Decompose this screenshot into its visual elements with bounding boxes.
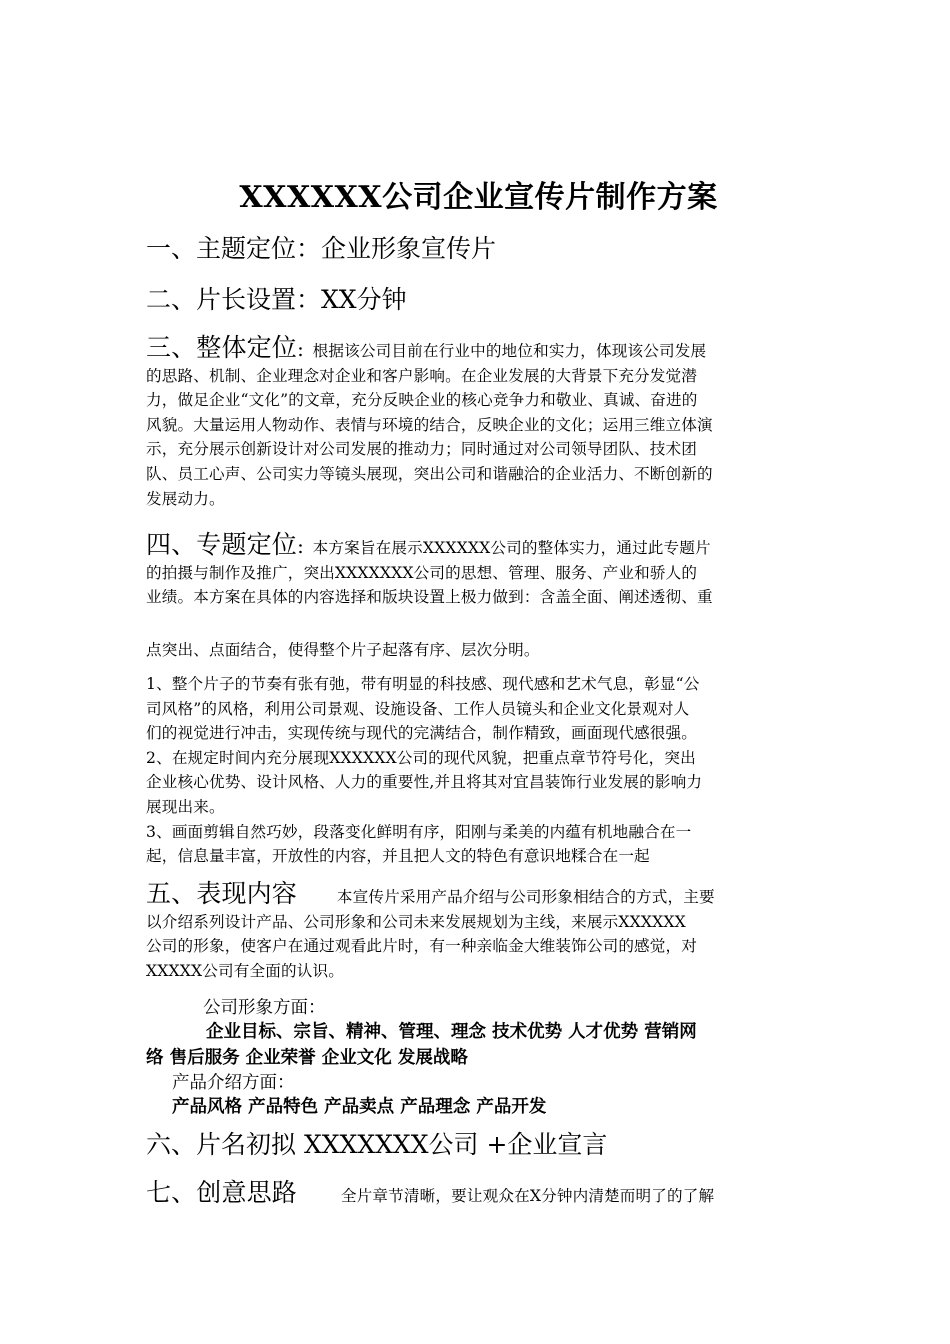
section-3-text: 队、员工心声、公司实力等镜头展现，突出公司和谐融洽的企业活力、不断创新的	[146, 464, 713, 483]
section-6-title-draft: 六、片名初拟 XXXXXXX公司 +企业宣言	[146, 1130, 608, 1159]
document-title: XXXXXX公司企业宣传片制作方案	[239, 180, 718, 215]
section-3-text: 示，充分展示创新设计对公司发展的推动力；同时通过对公司领导团队、技术团	[146, 440, 698, 459]
point-2-text: 2、在规定时间内充分展现XXXXXX公司的现代风貌，把重点章节符号化，突出	[146, 748, 696, 767]
point-2-text: 展现出来。	[146, 797, 225, 816]
section-3-heading: 三、整体定位	[146, 333, 297, 362]
section-4-text-continued	[146, 638, 811, 663]
section-3-text: 的思路、机制、企业理念对企业和客户影响。在企业发展的大背景下充分发觉潜	[146, 366, 698, 385]
section-4-text: 点突出、点面结合，使得整个片子起落有序、层次分明。	[146, 641, 540, 659]
section-3-overall-positioning	[146, 333, 811, 511]
section-7-text: 全片章节清晰，要让观众在X分钟内清楚而明了的了解	[340, 1187, 715, 1205]
section-3-text: 根据该公司目前在行业中的地位和实力，体现该公司发展	[312, 342, 707, 360]
point-3-text: 起，信息量丰富，开放性的内容，并且把人文的特色有意识地糅合在一起	[146, 847, 650, 866]
section-3-text: 发展动力。	[146, 489, 225, 508]
section-4-text: 业绩。本方案在具体的内容选择和版块设置上极力做到：含盖全面、阐述透彻、重	[146, 588, 713, 607]
section-5-heading: 五、表现内容	[146, 879, 297, 908]
section-4-points	[146, 672, 811, 869]
section-7-heading: 七、创意思路	[146, 1178, 297, 1207]
point-1-text: 们的视觉进行冲击，实现传统与现代的完满结合，制作精致，画面现代感很强。	[146, 724, 698, 743]
section-5-text: 公司的形象，使客户在通过观看此片时，有一种亲临金大维装饰公司的感觉，对	[146, 937, 698, 956]
section-4-colon: ：	[296, 538, 313, 557]
section-5-text: XXXXX公司有全面的认识。	[146, 961, 344, 980]
point-1-text: 1、整个片子的节奏有张有弛，带有明显的科技感、现代感和艺术气息，彰显“公	[146, 675, 700, 693]
section-1-theme: 一、主题定位：企业形象宣传片	[146, 234, 497, 263]
section-5-content	[146, 879, 811, 983]
section-4-heading: 四、专题定位	[146, 530, 297, 559]
product-intro-items: 产品风格 产品特色 产品卖点 产品理念 产品开发	[172, 1097, 547, 1117]
section-5-text: 本宣传片采用产品介绍与公司形象相结合的方式，主要	[336, 888, 715, 906]
point-3-text: 3、画面剪辑自然巧妙，段落变化鲜明有序，阳刚与柔美的内蕴有机地融合在一	[146, 822, 692, 841]
section-7-creative	[146, 1178, 811, 1209]
company-image-items-line2: 络 售后服务 企业荣誉 企业文化 发展战略	[146, 1048, 468, 1068]
point-2-text: 企业核心优势、设计风格、人力的重要性,并且将其对宜昌装饰行业发展的影响力	[146, 773, 703, 792]
section-2-duration: 二、片长设置：XX分钟	[146, 285, 407, 314]
section-4-topic-positioning	[146, 530, 811, 610]
company-image-items-line1: 企业目标、宗旨、精神、管理、理念 技术优势 人才优势 营销网	[206, 1022, 697, 1042]
section-3-text: 风貌。大量运用人物动作、表情与环境的结合，反映企业的文化；运用三维立体演	[146, 415, 713, 434]
point-1-text: 司风格”的风格，利用公司景观、设施设备、工作人员镜头和企业文化景观对人	[146, 699, 690, 718]
section-3-colon: ：	[296, 341, 313, 360]
section-4-text: 的拍摄与制作及推广，突出XXXXXXX公司的思想、管理、服务、产业和骄人的	[146, 563, 698, 582]
product-intro-label: 产品介绍方面：	[172, 1073, 295, 1093]
section-4-text: 本方案旨在展示XXXXXX公司的整体实力，通过此专题片	[312, 539, 711, 557]
section-5-text: 以介绍系列设计产品、公司形象和公司未来发展规划为主线，来展示XXXXXX	[146, 912, 686, 931]
section-3-text: 力，做足企业“文化”的文章，充分反映企业的核心竞争力和敬业、真诚、奋进的	[146, 391, 698, 410]
company-image-label: 公司形象方面：	[203, 998, 326, 1018]
